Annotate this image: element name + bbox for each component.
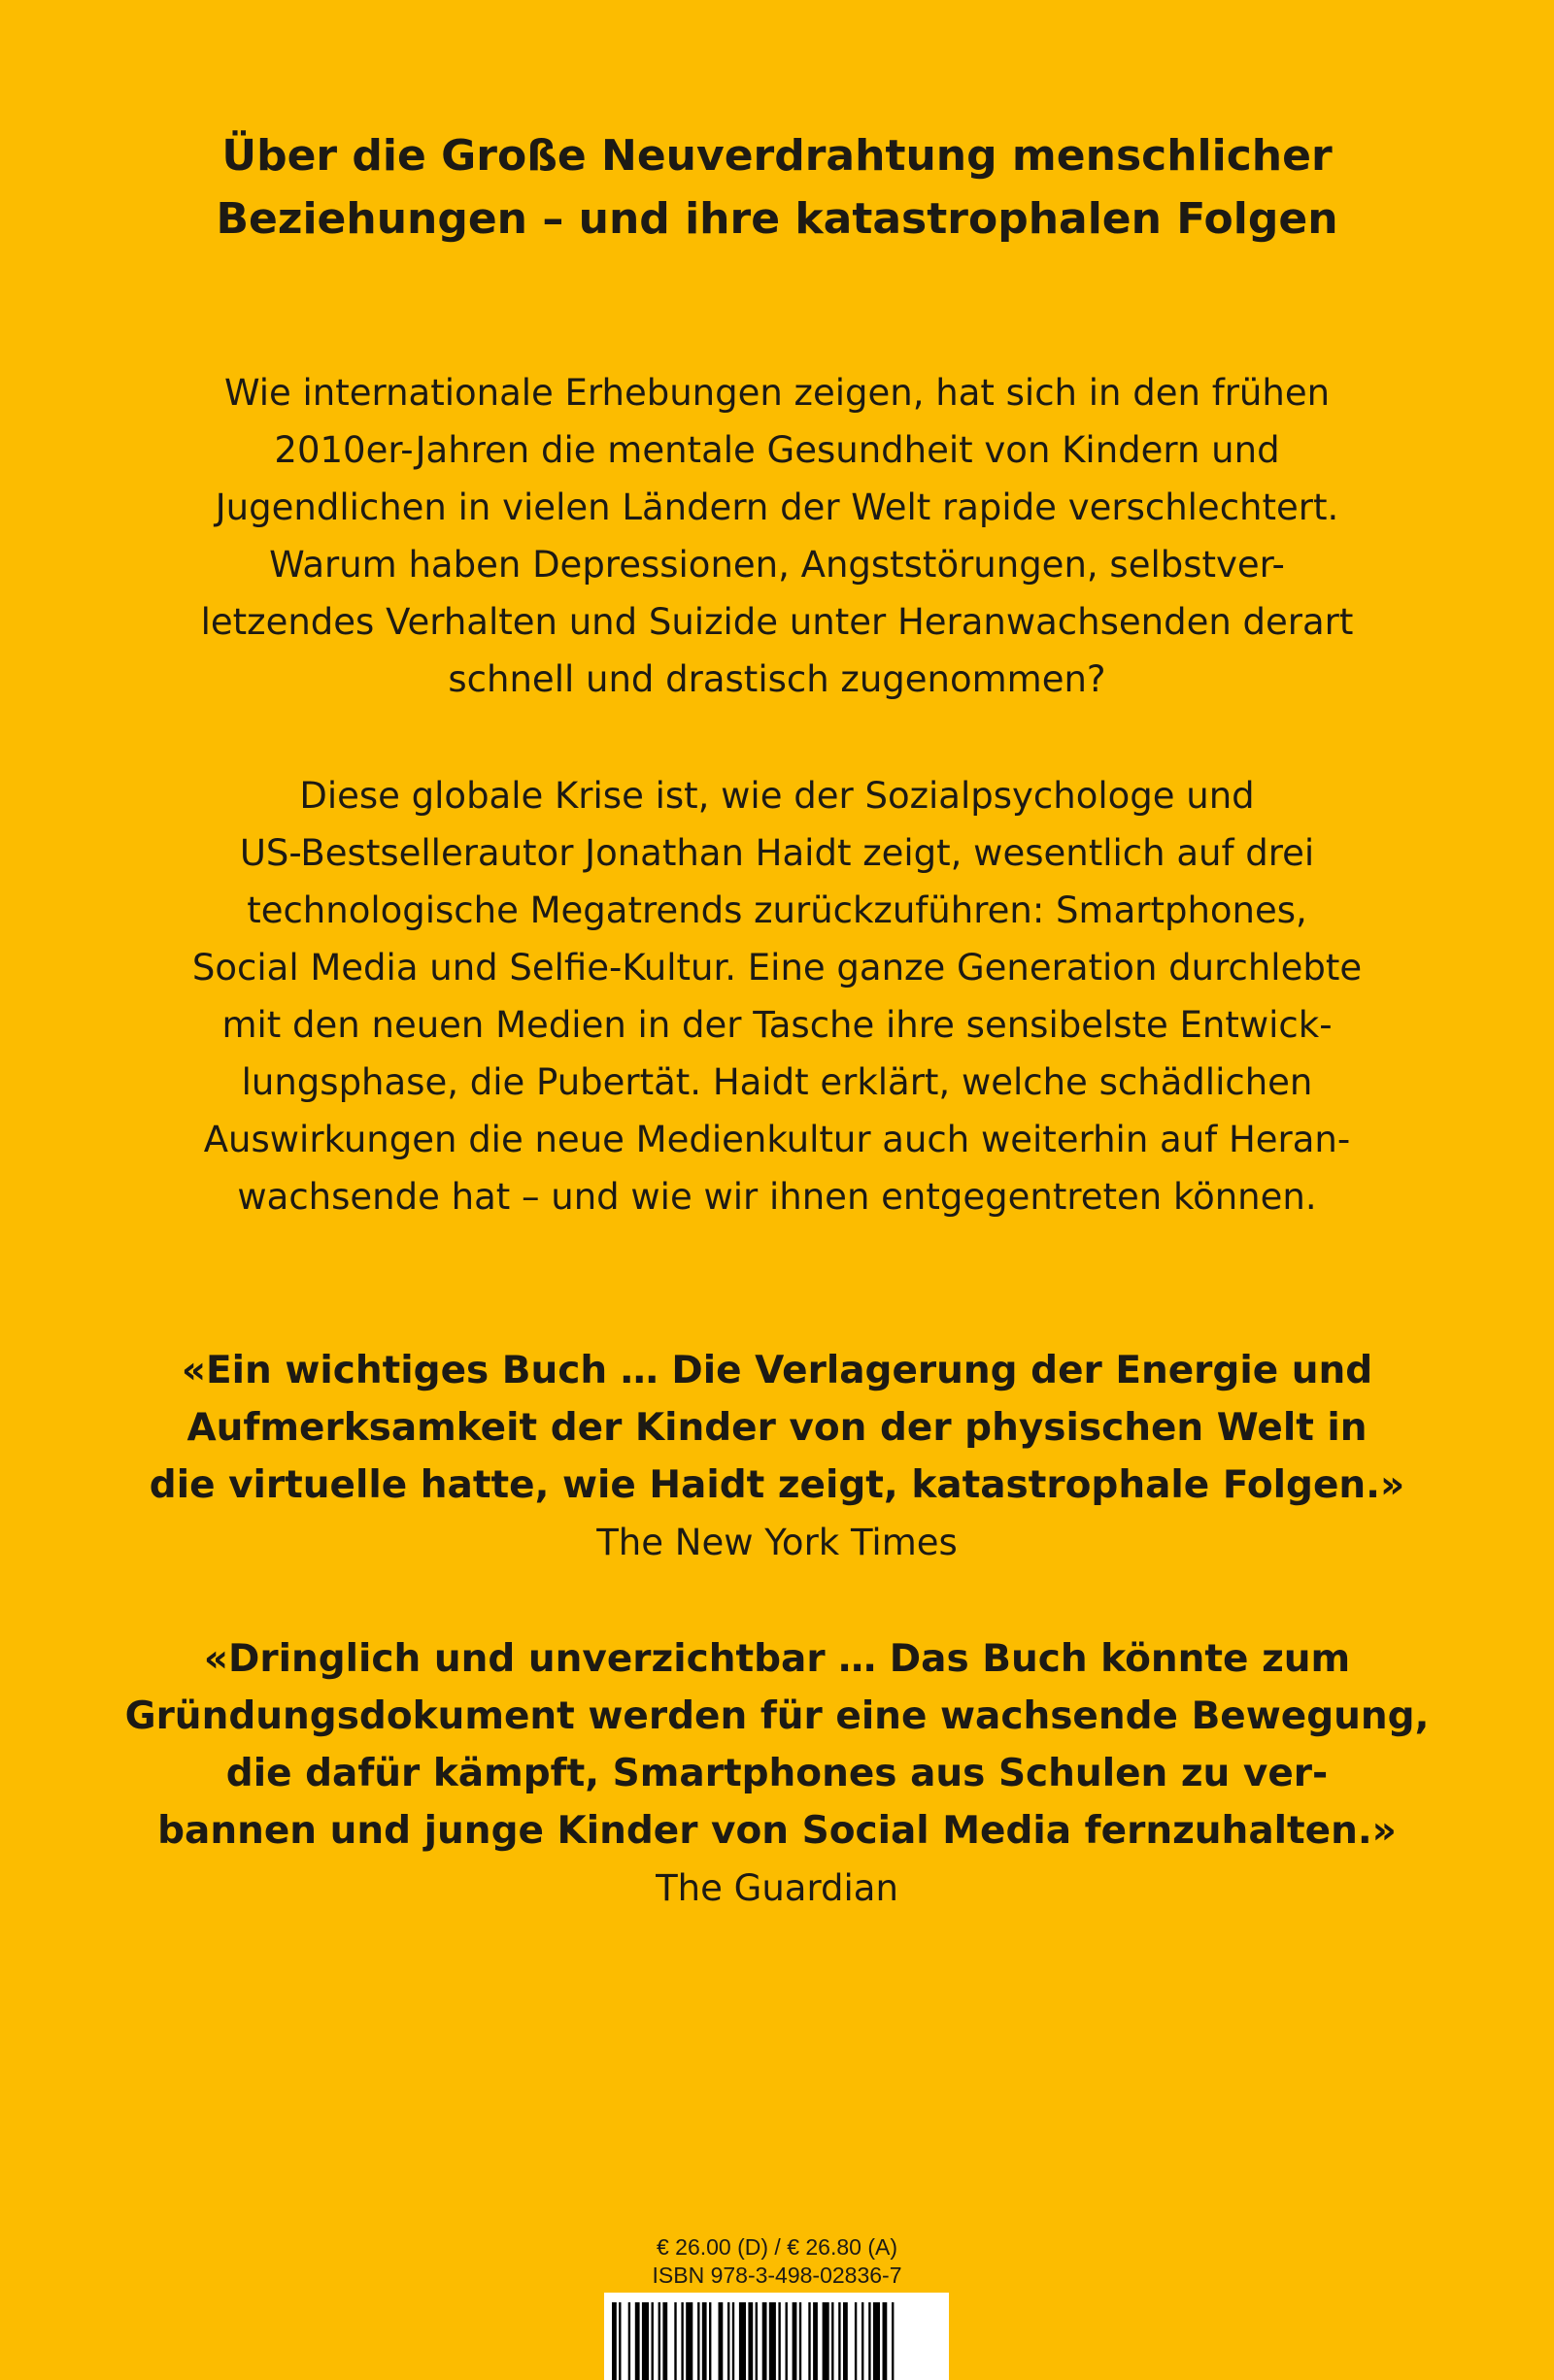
barcode-bar (823, 2302, 829, 2380)
barcode-bar (652, 2302, 654, 2380)
barcode-bar (628, 2302, 630, 2380)
barcode-bars (604, 2293, 949, 2380)
quote-line: die dafür kämpft, Smartphones aus Schulen zu ver- (225, 1752, 1329, 1795)
price-isbn-block (0, 2233, 1554, 2290)
barcode-bar (861, 2302, 863, 2380)
quote-line: «Dringlich und unverzichtbar … Das Buch könnte zum (203, 1637, 1351, 1681)
press-quote-2 (0, 1630, 1554, 1917)
quote-line: Aufmerksamkeit der Kinder von der physischen Welt in (186, 1406, 1368, 1450)
barcode-bar (612, 2302, 617, 2380)
barcode-bar (709, 2302, 711, 2380)
paragraph-line: wachsende hat – und wie wir ihnen entgegentreten können. (237, 1176, 1317, 1218)
paragraph-line: schnell und drastisch zugenommen? (448, 658, 1106, 700)
quote-line: bannen und junge Kinder von Social Media fernzuhalten.» (157, 1809, 1397, 1853)
barcode-bar (778, 2302, 780, 2380)
price-label: € 26.00 (D) / € 26.80 (A) (656, 2234, 897, 2260)
barcode-bar (702, 2302, 707, 2380)
barcode-bar (739, 2302, 746, 2380)
paragraph-line: lungsphase, die Pubertät. Haidt erklärt, welche schädlichen (241, 1061, 1313, 1103)
paragraph-line: US-Bestsellerautor Jonathan Haidt zeigt, wesentlich auf drei (239, 832, 1315, 874)
paragraph-line: Social Media und Selfie-Kultur. Eine ganze Generation durchlebte (191, 947, 1363, 989)
press-quote-1 (0, 1342, 1554, 1571)
barcode-bar (843, 2302, 848, 2380)
barcode-bar (868, 2302, 870, 2380)
barcode-bar (793, 2302, 797, 2380)
quote-source: The New York Times (596, 1522, 958, 1563)
paragraph-line: Wie internationale Erhebungen zeigen, hat sich in den frühen (223, 372, 1331, 414)
barcode-bar (786, 2302, 788, 2380)
barcode-bar (838, 2302, 840, 2380)
barcode-bar (756, 2302, 758, 2380)
quote-line: Gründungsdokument werden für eine wachsende Bewegung, (124, 1694, 1430, 1738)
barcode-bar (831, 2302, 833, 2380)
paragraph-line: Warum haben Depressionen, Angststörungen, selbstver- (269, 544, 1285, 586)
headline-line: Über die Große Neuverdrahtung menschlicher (221, 131, 1333, 181)
barcode-bar (732, 2302, 734, 2380)
barcode-bar (642, 2302, 649, 2380)
barcode-bar (686, 2302, 693, 2380)
barcode-bar (719, 2302, 724, 2380)
barcode (604, 2293, 949, 2380)
blurb-paragraph-1 (0, 364, 1554, 708)
barcode-bar (769, 2302, 776, 2380)
headline-line: Beziehungen – und ihre katastrophalen Folgen (216, 194, 1338, 244)
barcode-bar (659, 2302, 660, 2380)
quote-source: The Guardian (656, 1867, 898, 1909)
barcode-bar (748, 2302, 753, 2380)
paragraph-line: Auswirkungen die neue Medienkultur auch weiterhin auf Heran- (203, 1119, 1351, 1160)
barcode-bar (674, 2302, 676, 2380)
barcode-bar (697, 2302, 699, 2380)
paragraph-line: mit den neuen Medien in der Tasche ihre sensibelste Entwick- (221, 1004, 1333, 1046)
blurb-paragraph-2 (0, 767, 1554, 1225)
barcode-bar (662, 2302, 667, 2380)
barcode-bar (873, 2302, 880, 2380)
barcode-bar (619, 2302, 621, 2380)
barcode-bar (799, 2302, 801, 2380)
barcode-bar (855, 2302, 857, 2380)
quote-line: «Ein wichtiges Buch … Die Verlagerung der Energie und (181, 1349, 1373, 1392)
paragraph-line: 2010er-Jahren die mentale Gesundheit von Kindern und (274, 429, 1280, 471)
paragraph-line: Diese globale Krise ist, wie der Sozialpsychologe und (299, 775, 1255, 817)
barcode-bar (892, 2302, 894, 2380)
barcode-bar (762, 2302, 767, 2380)
barcode-bar (813, 2302, 818, 2380)
paragraph-line: Jugendlichen in vielen Ländern der Welt rapide verschlechtert. (215, 486, 1339, 528)
quote-line: die virtuelle hatte, wie Haidt zeigt, katastrophale Folgen.» (149, 1463, 1405, 1507)
barcode-bar (727, 2302, 729, 2380)
barcode-bar (635, 2302, 640, 2380)
barcode-bar (883, 2302, 888, 2380)
headline (0, 124, 1554, 251)
paragraph-line: technologische Megatrends zurückzuführen: Smartphones, (247, 889, 1307, 931)
barcode-bar (808, 2302, 810, 2380)
paragraph-line: letzendes Verhalten und Suizide unter Heranwachsenden derart (200, 601, 1354, 643)
barcode-bar (681, 2302, 683, 2380)
isbn-label: ISBN 978-3-498-02836-7 (652, 2263, 902, 2288)
